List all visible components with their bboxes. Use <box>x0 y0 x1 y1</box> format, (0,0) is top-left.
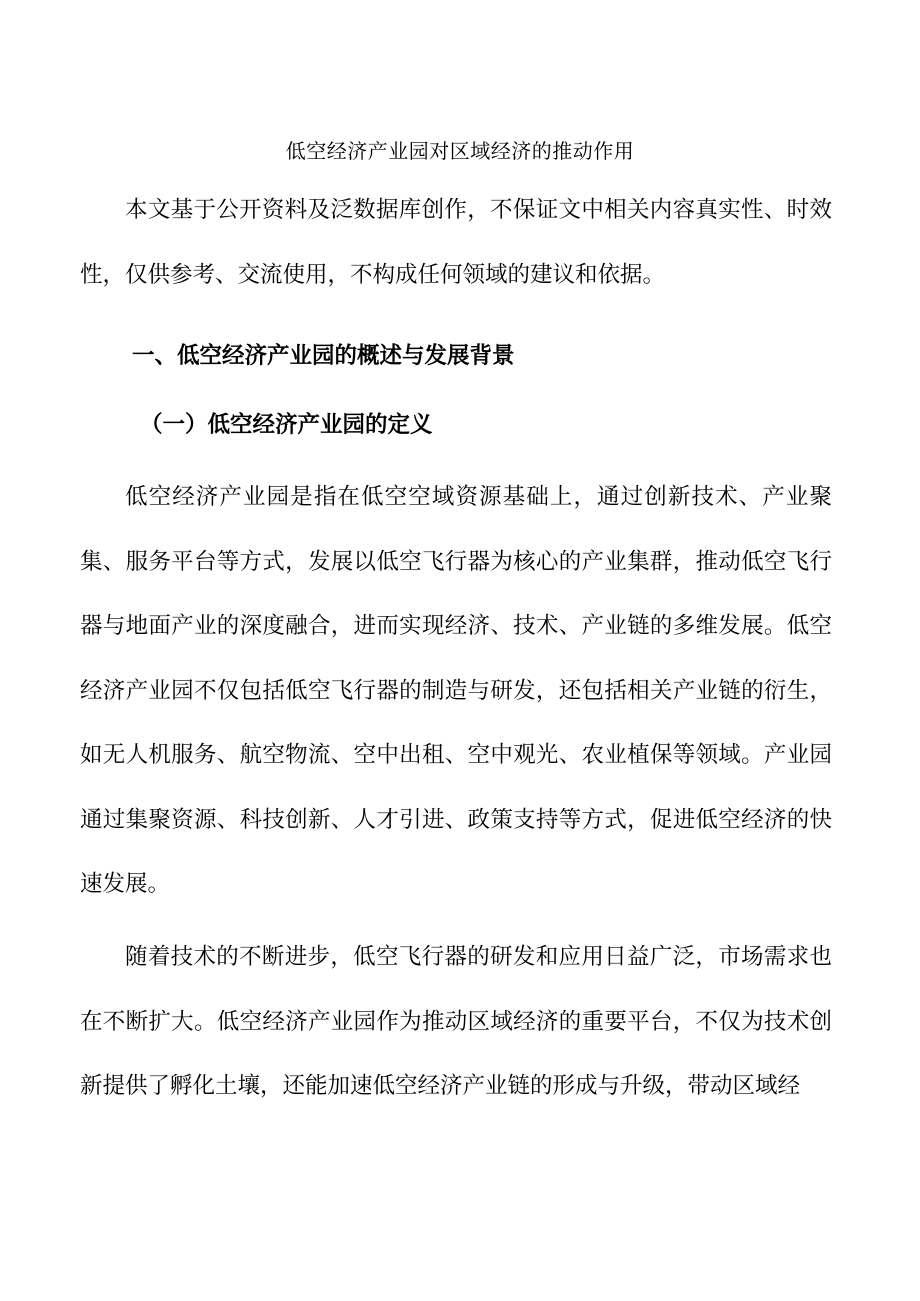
document-title: 低空经济产业园对区域经济的推动作用 <box>285 139 635 163</box>
body-paragraph-development: 随着技术的不断进步，低空飞行器的研发和应用日益广泛，市场需求也在不断扩大。低空经济产业园作为推动区域经济的重要平台，不仅为技术创新提供了孵化土壤，还能加速低空经济产业链的形成与升级，带动区域经 <box>80 944 832 1099</box>
subsection-heading: （一）低空经济产业园的定义 <box>140 412 433 438</box>
section-heading: 一、低空经济产业园的概述与发展背景 <box>132 343 515 369</box>
disclaimer-paragraph: 本文基于公开资料及泛数据库创作，不保证文中相关内容真实性、时效性，仅供参考、交流使用，不构成任何领域的建议和依据。 <box>80 197 832 288</box>
body-paragraph-definition: 低空经济产业园是指在低空空域资源基础上，通过创新技术、产业聚集、服务平台等方式，发展以低空飞行器为核心的产业集群，推动低空飞行器与地面产业的深度融合，进而实现经济、技术、产业链的多维发展。低空经济产业园不仅包括低空飞行器的制造与研发，还包括相关产业链的衍生，如无人机服务、航空物流、空中出租、空中观光、农业植保等领域。产业园通过集聚资源、科技创新、人才引进、政策支持等方式，促进低空经济的快速发展。 <box>80 484 832 897</box>
